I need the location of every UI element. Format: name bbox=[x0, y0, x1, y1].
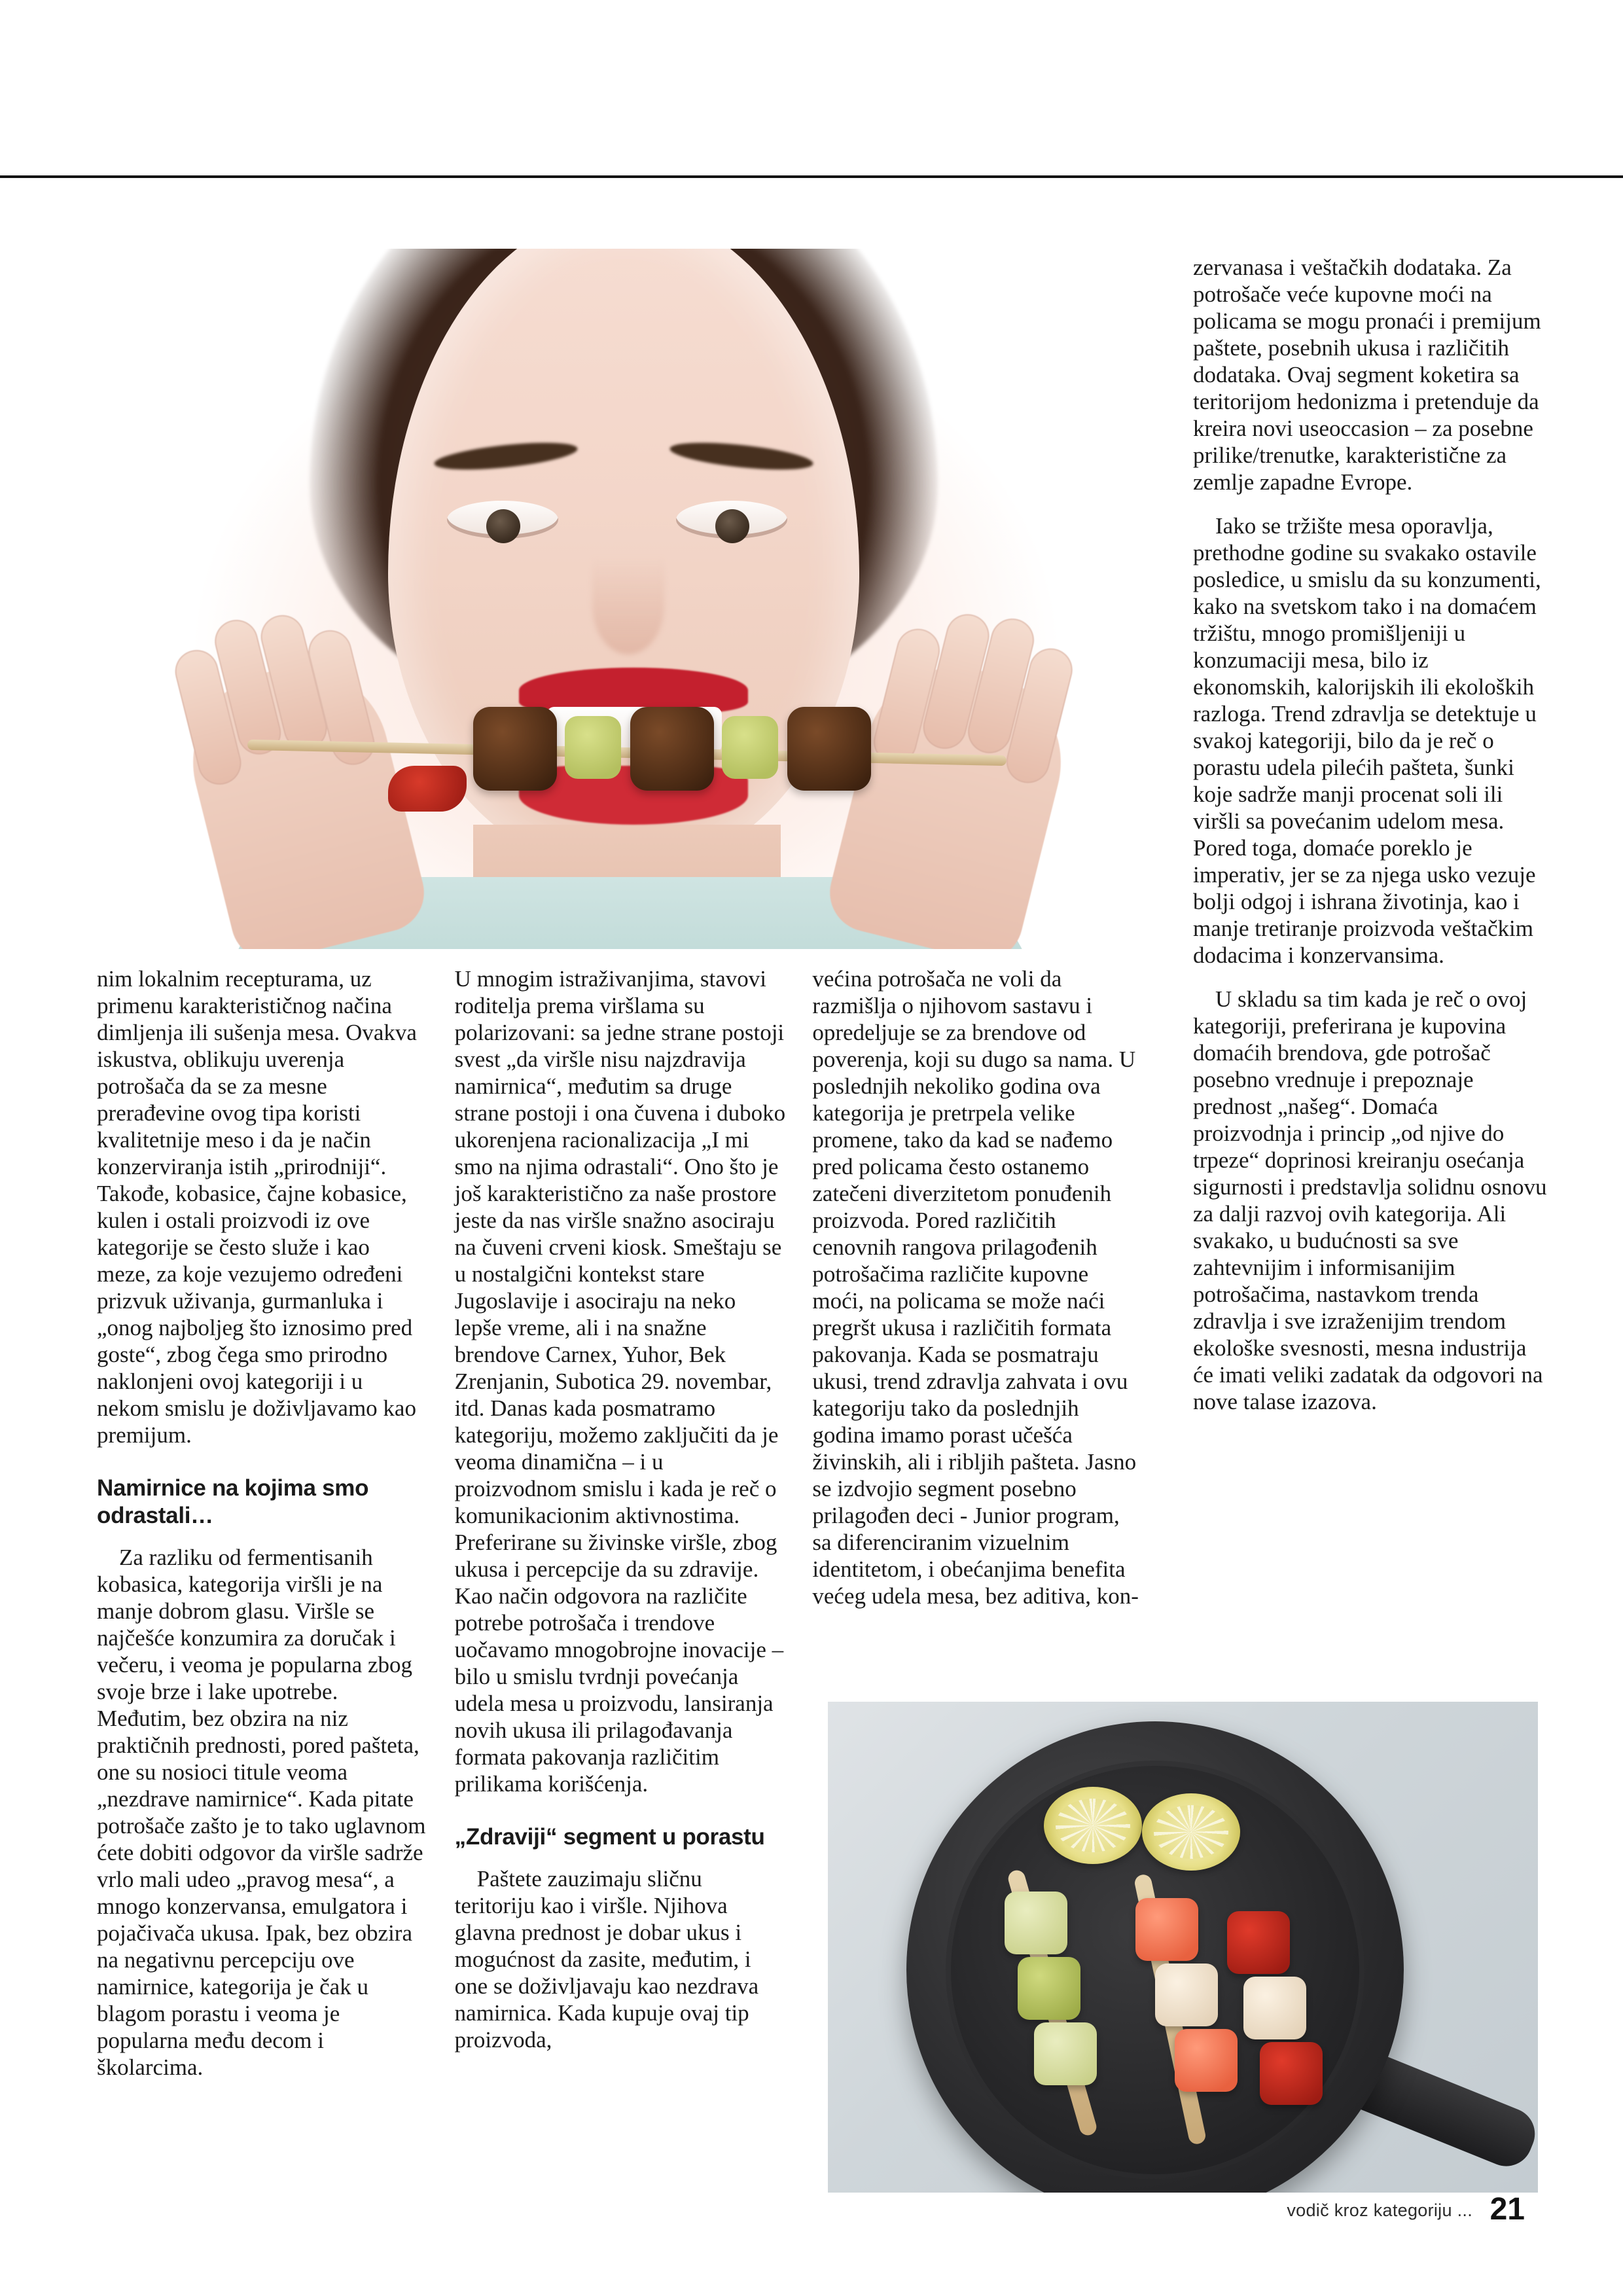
fish-cube bbox=[1155, 1964, 1218, 2026]
red-pepper-piece bbox=[388, 766, 467, 812]
zucchini-cube bbox=[1034, 2022, 1097, 2085]
zucchini-cube bbox=[1005, 1892, 1067, 1954]
text-column-4 bbox=[1193, 254, 1550, 1415]
page-number: 21 bbox=[1489, 2192, 1525, 2227]
pan-interior bbox=[946, 1761, 1364, 2179]
salmon-cube bbox=[1175, 2029, 1238, 2092]
lemon-slice bbox=[1044, 1787, 1142, 1864]
footer-label: vodič kroz kategoriju ... bbox=[1287, 2200, 1472, 2220]
zucchini-cube bbox=[1018, 1957, 1080, 2020]
meat-piece bbox=[630, 707, 714, 791]
page-footer bbox=[0, 2186, 1623, 2238]
subheading-zdraviji-segment: „Zdraviji“ segment u porastu bbox=[454, 1824, 765, 1850]
lemon-slice bbox=[1142, 1793, 1240, 1871]
vegetable-piece bbox=[565, 716, 621, 779]
text-column-1 bbox=[97, 965, 429, 2081]
text-column-2 bbox=[455, 965, 787, 2081]
paragraph: većina potrošača ne voli da razmišlja o njihovom sastavu i opredeljuje se za brendove od poverenja, koji su dugo sa nama. U poslednjih nekoliko godina ova kategorija je pretrpela velike promene, tako da kad se nađemo pred policama često ostanemo zatečeni diverzitetom ponuđenih proizvoda. Pored različitih cenovnih rangova prilagođenih potrošačima različite kupovne moći, na policama se može naći pregršt ukusa i različitih formata pakovanja. Kada se posmatraju ukusi, trend zdravlja zahvata i ovu kategoriju tako da poslednjih godina imamo porast učešća živinskih, ali i ribljih pašteta. Jasno se izdvojio segment posebno prilagođen deci - Junior program, sa diferenciranim vizuelnim identitetom, i obećanjima benefita većeg udela mesa, bez aditiva, kon- bbox=[812, 966, 1139, 1609]
pepper-cube bbox=[1260, 2042, 1323, 2105]
paragraph: Za razliku od fermentisanih kobasica, kategorija viršli je na manje dobrom glasu. Viršle se najčešće konzumira za doručak i večeru, i veoma je popularna zbog svoje brze i lake upotrebe. Međutim, bez obzira na niz praktičnih prednosti, pored pašteta, one su nosioci titule veoma „nezdrave namirnice“. Kada pitate potrošače zašto je to tako uglavnom ćete dobiti odgovor da viršle sadrže vrlo mali udeo „pravog mesa“, a mnogo konzervansa, emulgatora i pojačivača ukusa. Ipak, bez obzira na negativnu percepciju ove namirnice, kategorija je čak u blagom porastu i veoma je popularna među decom i školarcima. bbox=[97, 1545, 426, 2080]
fish-cube bbox=[1243, 1977, 1306, 2039]
hero-image-woman-eating-skewer bbox=[107, 249, 1145, 949]
vegetable-piece bbox=[722, 716, 778, 779]
nose-shape bbox=[592, 556, 664, 655]
subheading-namirnice: Namirnice na kojima smo odrastali… bbox=[97, 1475, 369, 1528]
paragraph: U mnogim istraživanjima, stavovi roditelja prema viršlama su polarizovani: sa jedne strane postoji svest „da viršle nisu najzdravija namirnica“, međutim sa druge strane postoji i ona čuvena i duboko ukorenjena racionalizacija „I mi smo na njima odrastali“. Ono što je još karakteristično za naše prostore jeste da nas viršle snažno asociraju na čuveni crveni kiosk. Smeštaju se u nostalgični kontekst stare Jugoslavije i asociraju na neko lepše vreme, ali i na snažne brendove Carnex, Yuhor, Bek Zrenjanin, Subotica 29. novembar, itd. Danas kada posmatramo kategoriju, možemo zaključiti da je veoma dinamična – i u proizvodnom smislu i kada je reč o komunikacionim aktivnostima. Preferirane su živinske viršle, zbog ukusa i percepcije da su zdravije. Kao način odgovora na različite potrebe potrošača i trendove uočavamo mnogobrojne inovacije – bilo u smislu tvrdnji povećanja udela mesa u proizvodu, lansiranja novih ukusa ili prilagođavanja formata pakovanja različitim prilikama korišćenja. bbox=[454, 966, 786, 1797]
salmon-cube bbox=[1135, 1898, 1198, 1961]
paragraph: Iako se tržište mesa oporavlja, prethodne godine su svakako ostavile posledice, u smislu da su konzumenti, kako na svetskom tako i na domaćem tržištu, mnogo promišljeniji u konzumaciji mesa, bilo iz ekonomskih, kalorijskih ili ekoloških razloga. Trend zdravlja se detektuje u svakoj kategoriji, bilo da je reč o porastu udela pilećih pašteta, šunki koje sadrže manji procenat soli ili viršli sa povećanim udelom mesa. Pored toga, domaće poreklo je imperativ, jer se za njega usko vezuje bolji odgoj i ishrana životinja, kao i manje tretiranje proizvoda veštačkim dodacima i konzervansima. bbox=[1193, 513, 1541, 968]
meat-piece bbox=[473, 707, 557, 791]
frying-pan bbox=[906, 1721, 1404, 2193]
pepper-cube bbox=[1227, 1911, 1290, 1974]
pan-image-skewers bbox=[828, 1702, 1538, 2193]
meat-piece bbox=[787, 707, 871, 791]
pupil-left bbox=[486, 509, 520, 543]
pupil-right bbox=[715, 509, 749, 543]
paragraph: nim lokalnim recepturama, uz primenu karakterističnog načina dimljenja ili sušenja mesa. Ovakva iskustva, oblikuju uverenja potrošača da se za mesne prerađevine ovog tipa koristi kvalitetnije meso i da je način konzerviranja istih „prirodniji“. Takođe, kobasice, čajne kobasice, kulen i ostali proizvodi iz ove kategorije se često služe i kao meze, za koje vezujemo određeni prizvuk uživanja, gurmanluka i „onog najboljeg što iznosimo pred goste“, zbog čega smo prirodno naklonjeni ovoj kategoriji i u nekom smislu je doživljavamo kao premijum. bbox=[97, 966, 417, 1448]
header-rule bbox=[0, 175, 1623, 178]
paragraph: zervanasa i veštačkih dodataka. Za potrošače veće kupovne moći na policama se mogu pronaći i premijum paštete, posebnih ukusa i različitih dodataka. Ovaj segment koketira sa teritorijom hedonizma i pretenduje da kreira novi useoccasion – za posebne prilike/trenutke, karakteristične za zemlje zapadne Evrope. bbox=[1193, 255, 1541, 495]
paragraph: U skladu sa tim kada je reč o ovoj kategoriji, preferirana je kupovina domaćih brendova, gde potrošač posebno vrednuje i prepoznaje prednost „našeg“. Domaća proizvodnja i princip „od njive do trpeze“ doprinosi kreiranju osećanja sigurnosti i predstavlja solidnu osnovu za dalji razvoj ovih kategorija. Ali svakako, u budućnosti sa sve zahtevnijim i informisanijim potrošačima, nastavkom trenda zdravlja i sve izraženijim trendom ekološke svesnosti, mesna industrija će imati veliki zadatak da odgovori na nove talase izazova. bbox=[1193, 986, 1547, 1414]
paragraph: Paštete zauzimaju sličnu teritoriju kao i viršle. Njihova glavna prednost je dobar ukus i mogućnost da zasite, međutim, i one se doživljavaju kao nezdrava namirnica. Kada kupuje ovaj tip proizvoda, bbox=[454, 1866, 759, 2053]
